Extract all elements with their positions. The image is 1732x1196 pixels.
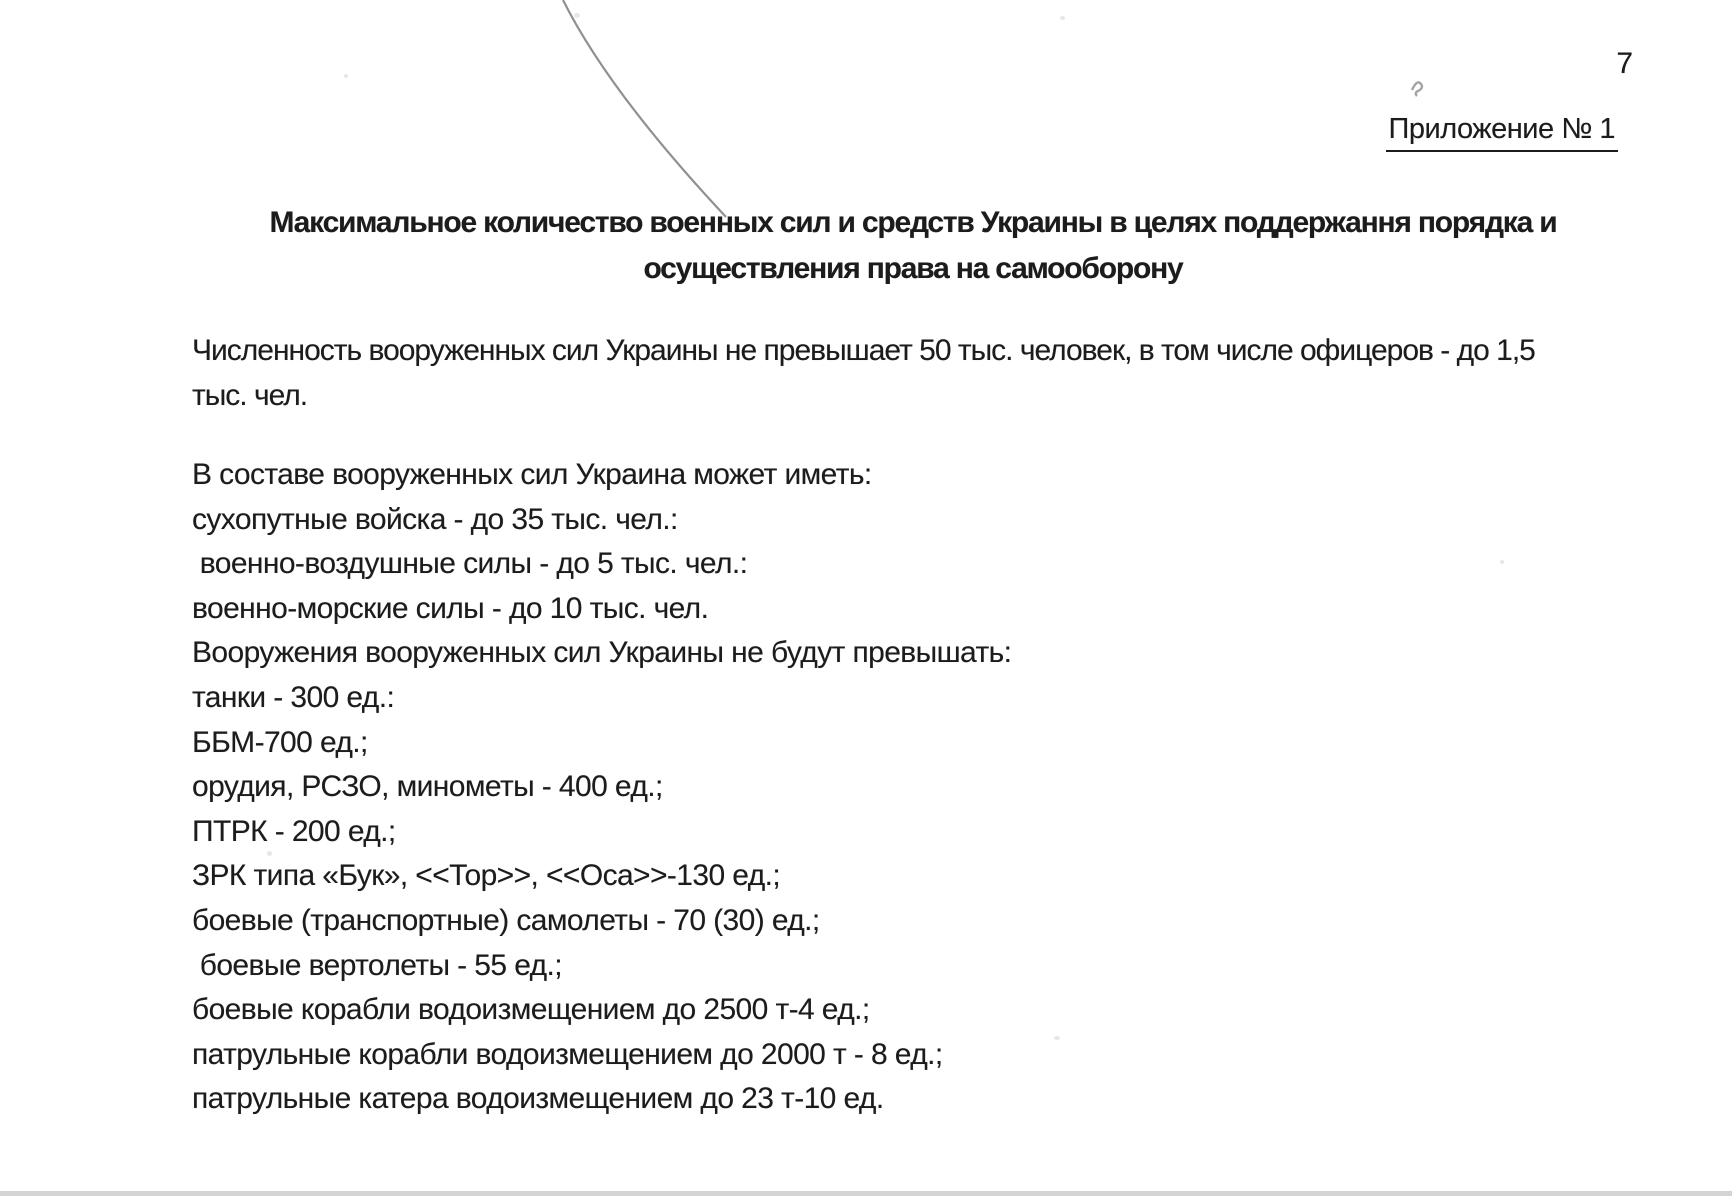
body-line: ББМ-700 ед.; <box>192 725 368 759</box>
body-line: В составе вооруженных сил Украина может иметь: <box>192 458 872 491</box>
intro-line-2: тыс. чел. <box>192 379 308 412</box>
document-title-line-2: осуществления права на самооборону <box>643 252 1183 285</box>
body-line: боевые корабли водоизмещением до 2500 т-4 ед.; <box>192 993 870 1027</box>
intro-paragraph <box>192 328 1636 418</box>
body-line: патрульные катера водоизмещением до 23 т-10 ед. <box>192 1082 884 1116</box>
page-number: 7 <box>1616 47 1633 80</box>
body-line: танки - 300 ед.: <box>192 680 395 714</box>
body-line: боевые (транспортные) самолеты - 70 (30) ед.; <box>192 903 820 937</box>
force-limits-list <box>192 453 1652 1122</box>
body-line: военно-морские силы - до 10 тыс. чел. <box>192 591 709 625</box>
body-line: боевые вертолеты - 55 ед.; <box>192 948 563 982</box>
pen-mark-artifact <box>1412 82 1422 96</box>
scan-speck <box>574 13 580 18</box>
scan-edge-artifact <box>0 1191 1732 1196</box>
body-line: сухопутные войска - до 35 тыс. чел.: <box>192 502 678 536</box>
body-line: орудия, РСЗО, минометы - 400 ед.; <box>192 770 663 804</box>
intro-line-1: Численность вооруженных сил Украины не превышает 50 тыс. человек, в том числе офицеров - до 1,5 <box>192 334 1535 367</box>
body-line: патрульные корабли водоизмещением до 2000 т - 8 ед.; <box>192 1037 943 1071</box>
body-line: ПТРК - 200 ед.; <box>192 814 396 848</box>
appendix-heading: Приложение № 1 <box>1386 112 1618 152</box>
body-line: ЗРК типа «Бук», <<Тор>>, <<Оса>>-130 ед.; <box>192 859 781 893</box>
curved-scan-stroke-artifact <box>563 0 726 217</box>
body-line: Вооружения вооруженных сил Украины не будут превышать: <box>192 636 1012 670</box>
body-line: военно-воздушные силы - до 5 тыс. чел.: <box>192 547 748 581</box>
document-title <box>191 200 1635 292</box>
scan-speck <box>344 74 348 78</box>
document-title-line-1: Максимальное количество военных сил и средств Украины в целях поддержання порядка и <box>269 206 1557 239</box>
scan-speck <box>1060 16 1065 20</box>
